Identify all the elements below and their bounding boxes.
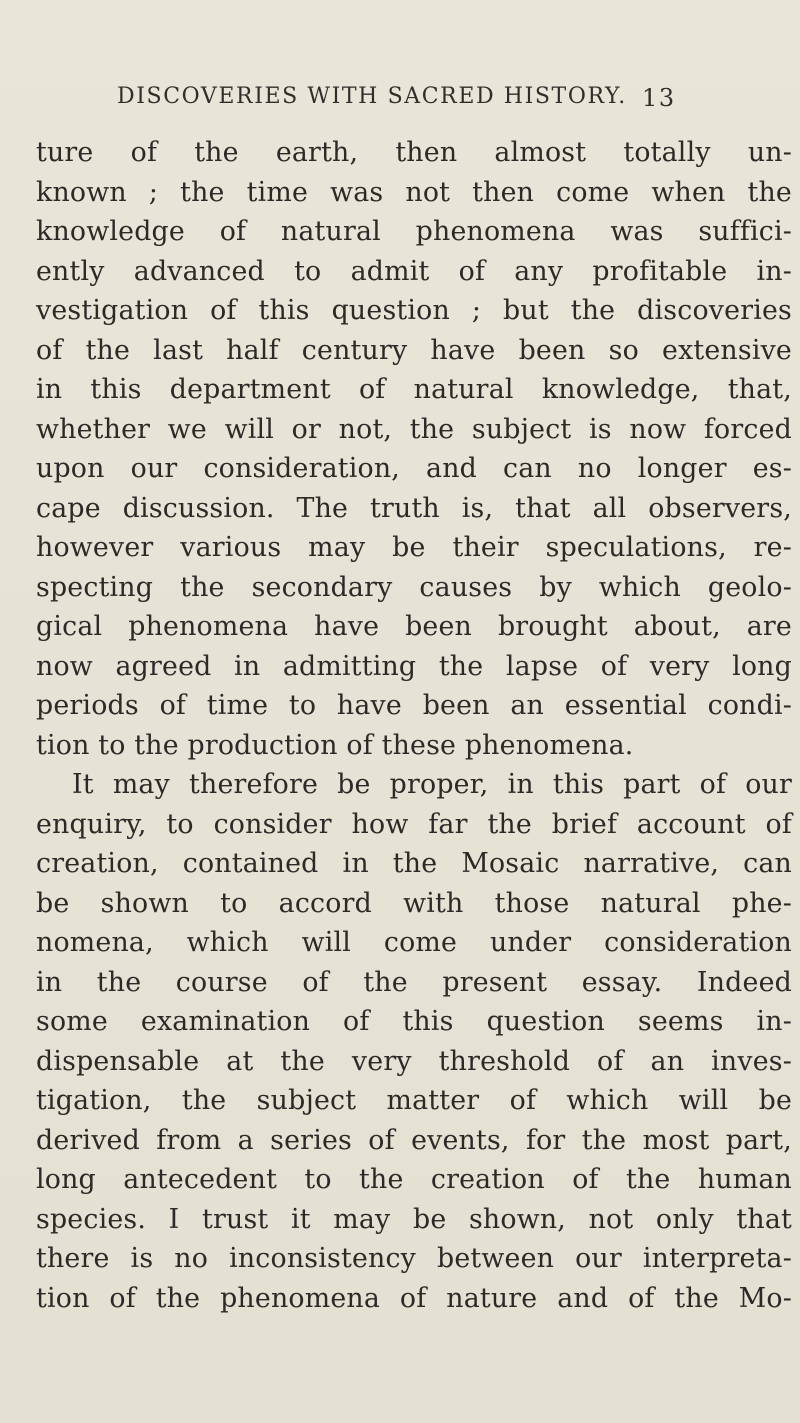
text-line: of the last half century have been so extensive (36, 334, 792, 366)
text-line: in this department of natural knowledge, that, (36, 374, 792, 405)
text-line: there is no inconsistency between our interpreta- (36, 1243, 792, 1274)
text-line: creation, contained in the Mosaic narrative, can (36, 848, 792, 879)
text-line: dispensable at the very threshold of an inves- (36, 1045, 792, 1077)
text-line: some examination of this question seems in- (36, 1006, 792, 1037)
text-line: gical phenomena have been brought about, are (36, 611, 792, 642)
text-line: be shown to accord with those natural phe- (36, 887, 792, 919)
text-line: upon our consideration, and can no longer es- (36, 453, 792, 484)
paragraph-end-line: tion to the production of these phenomena. (36, 729, 634, 761)
text-line: tigation, the subject matter of which will be (36, 1085, 792, 1116)
text-line: species. I trust it may be shown, not only that (36, 1203, 792, 1235)
text-line: vestigation of this question ; but the discoveries (36, 295, 792, 326)
text-line: specting the secondary causes by which geolo- (36, 571, 792, 603)
running-title: DISCOVERIES WITH SACRED HISTORY. (117, 84, 627, 109)
body-text (36, 133, 796, 1318)
text-line: now agreed in admitting the lapse of very long (36, 650, 792, 682)
text-line: ently advanced to admit of any profitable in- (36, 255, 792, 287)
paragraph-start-line: It may therefore be proper, in this part of our (72, 769, 792, 800)
text-line: derived from a series of events, for the most part, (36, 1124, 792, 1156)
text-line: long antecedent to the creation of the human (36, 1164, 792, 1195)
text-line: enquiry, to consider how far the brief account of (36, 808, 792, 840)
text-line: known ; the time was not then come when the (36, 176, 792, 208)
text-line: tion of the phenomena of nature and of the Mo- (36, 1282, 792, 1314)
text-line: knowledge of natural phenomena was suffici- (36, 216, 792, 247)
text-line: in the course of the present essay. Indeed (36, 966, 792, 998)
text-line: ture of the earth, then almost totally un- (36, 137, 792, 168)
running-head (117, 84, 757, 120)
text-line: nomena, which will come under consideration (36, 927, 792, 958)
page-number: 13 (642, 84, 676, 112)
text-line: however various may be their speculations, re- (36, 532, 792, 563)
text-line: whether we will or not, the subject is now forced (36, 413, 792, 445)
text-line: cape discussion. The truth is, that all observers, (36, 492, 792, 524)
text-line: periods of time to have been an essential condi- (36, 690, 792, 721)
